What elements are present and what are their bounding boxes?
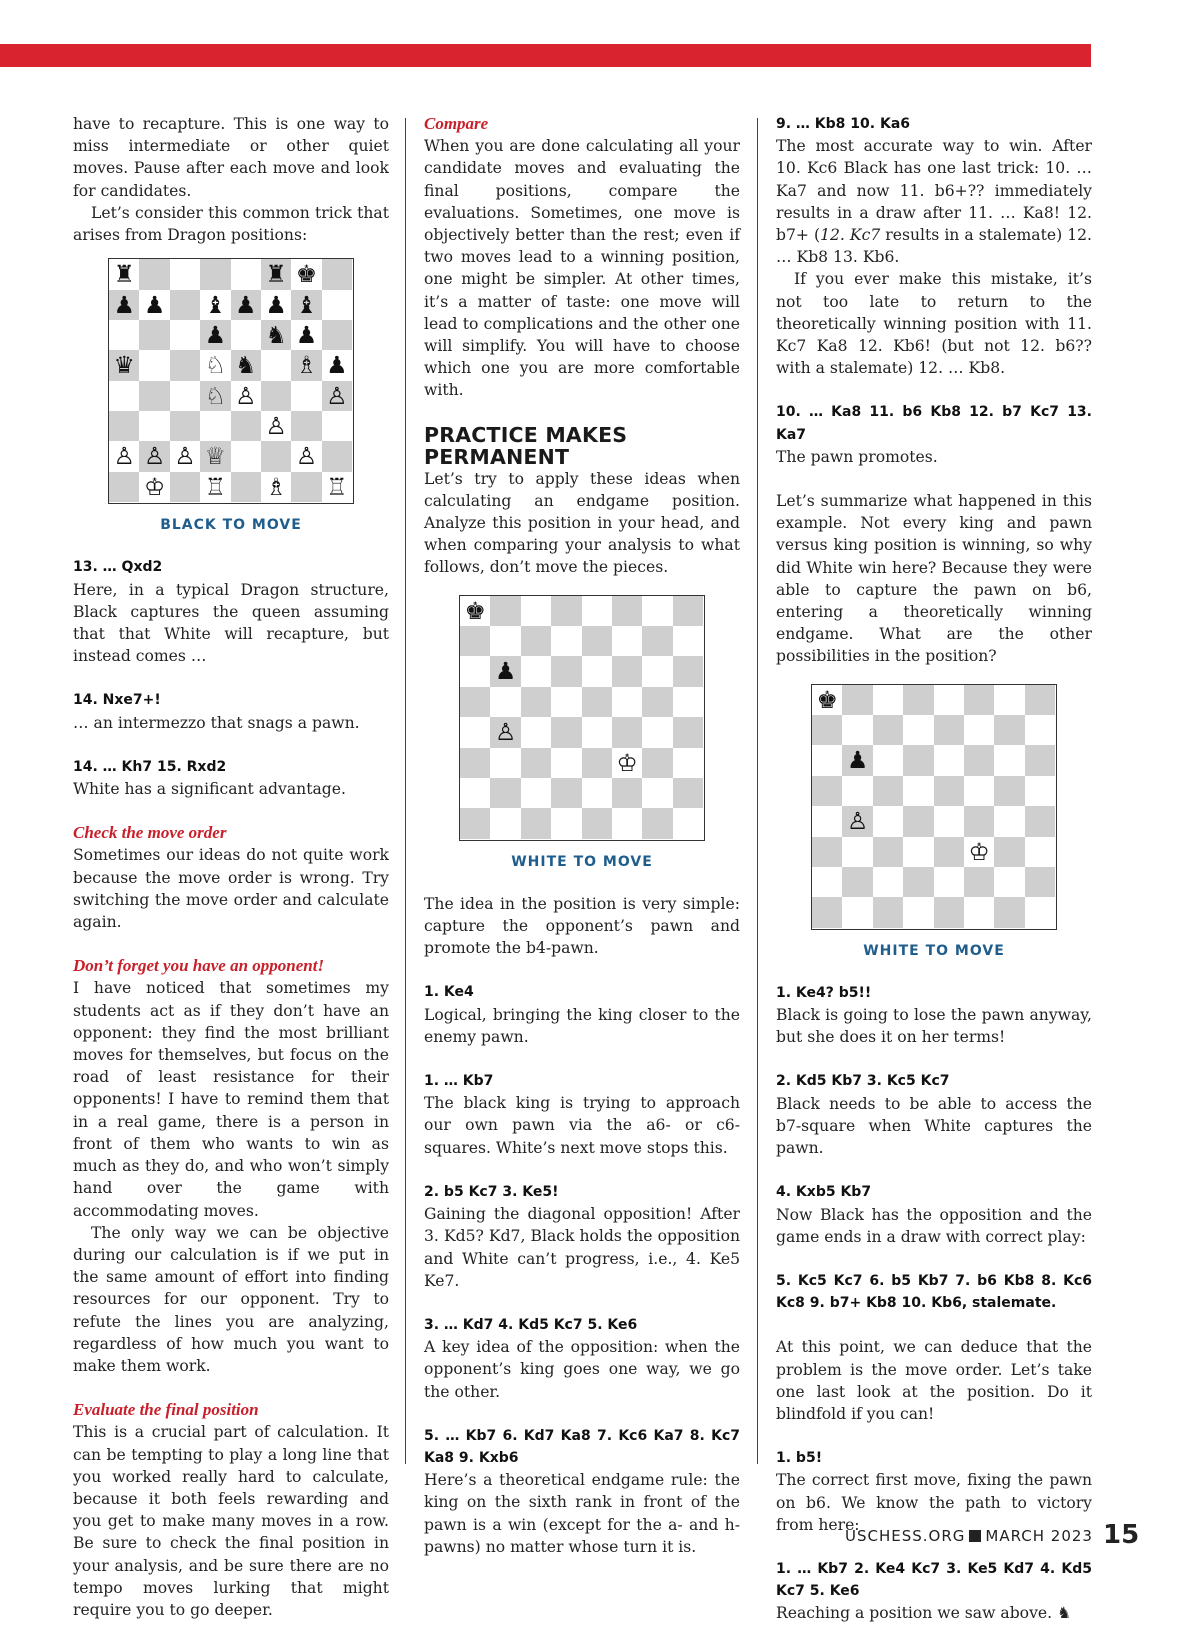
paragraph: This is a crucial part of calculation. It can be tempting to play a long line that you worked really hard to calculate, because it both feels rewarding and you get to make many moves in a row. Be sure to check the final position in your analysis, and be sure there are no tempo moves lurking that might require you to go deeper. <box>73 1423 389 1619</box>
board-square-h8 <box>673 596 703 626</box>
move-notation: 2. Kd5 Kb7 3. Kc5 Kc7 <box>776 1073 950 1090</box>
board-square-f4 <box>612 717 642 747</box>
diagram-caption: WHITE TO MOVE <box>511 853 653 870</box>
board-square-a4 <box>812 806 842 836</box>
board-square-f5 <box>612 687 642 717</box>
chess-piece-g6: ♟ <box>295 320 318 349</box>
board-square-b2 <box>490 778 520 808</box>
board-square-b5 <box>490 687 520 717</box>
paragraph: Now Black has the opposition and the game ends in a draw with correct play: <box>776 1205 1092 1246</box>
board-square-f4 <box>964 806 994 836</box>
paragraph: The black king is trying to approach our own pawn via the a6- or c6-squares. White’s next move stops this. <box>424 1094 740 1157</box>
board-square-d6 <box>903 745 933 775</box>
board-square-h3 <box>322 411 352 441</box>
paragraph: The only way we can be objective during our calculation is if we put in the same amount of effort into finding resources for our opponent. Try to refute the lines you are analyzing, regardless of how much you want to make them work. <box>73 1223 389 1375</box>
board-square-b7 <box>490 626 520 656</box>
board-square-h2 <box>322 441 352 471</box>
chess-diagram-1 <box>108 258 354 536</box>
board-square-c1 <box>170 472 200 502</box>
board-square-d6 <box>551 656 581 686</box>
text-span: Reaching a position we saw above. <box>776 1604 1053 1623</box>
chess-piece-h1: ♖ <box>326 472 348 501</box>
board-square-h1 <box>1025 897 1055 927</box>
chess-piece-b1: ♔ <box>143 472 166 501</box>
move-notation: 1. … Kb7 2. Ke4 Kc7 3. Ke5 Kd7 4. Kd5 Kc7 5. Ke6 <box>776 1560 1092 1600</box>
board-square-h1 <box>673 808 703 838</box>
board-square-g6 <box>642 656 672 686</box>
board-square-c3 <box>521 748 551 778</box>
chess-piece-d1: ♖ <box>204 472 226 501</box>
subheading: Evaluate the final position <box>73 1400 259 1420</box>
section-title <box>424 424 740 468</box>
board-square-c8 <box>873 685 903 715</box>
paragraph: Let’s summarize what happened in this example. Not every king and pawn versus king position is winning, so why did White win here? Because they were able to capture the pawn on b6, entering a theoretically winning endgame. What are the other possibilities in the position? <box>776 492 1092 666</box>
board-square-a1 <box>812 897 842 927</box>
board-square-f7 <box>612 626 642 656</box>
board-square-g1 <box>994 897 1024 927</box>
move-notation: 13. … Qxd2 <box>73 559 163 576</box>
board-square-d3 <box>200 411 230 441</box>
chess-piece-d4: ♘ <box>204 381 226 410</box>
subheading: Check the move order <box>73 823 227 843</box>
board-square-c1 <box>873 897 903 927</box>
board-square-h6 <box>673 656 703 686</box>
board-square-e2 <box>231 441 261 471</box>
board-square-a6 <box>109 320 139 350</box>
board-square-f2 <box>964 867 994 897</box>
paragraph: The correct first move, fixing the pawn on b6. We know the path to victory from here: <box>776 1471 1092 1534</box>
board-square-h2 <box>673 778 703 808</box>
chess-piece-e4: ♙ <box>235 381 257 410</box>
board-square-h5 <box>673 687 703 717</box>
board-square-h8 <box>322 259 352 289</box>
board-square-b6 <box>139 320 169 350</box>
paragraph: If you ever make this mistake, it’s not too late to return to the theoretically winning position with 11. Kc7 Ka8 12. Kb6! (but not 12. b6?? with a stalemate) 12. … Kb8. <box>776 270 1092 378</box>
board-square-g7 <box>994 715 1024 745</box>
square-bullet-icon <box>969 1530 981 1542</box>
header-accent-bar <box>0 44 1091 67</box>
board-square-c7 <box>170 290 200 320</box>
paragraph: Let’s try to apply these ideas when calculating an endgame position. Analyze this position in your head, and when comparing your analysis to what follows, don’t move the pieces. <box>424 469 740 577</box>
board-square-b3 <box>490 748 520 778</box>
board-square-c2 <box>873 867 903 897</box>
board-square-e5 <box>934 776 964 806</box>
board-square-a3 <box>460 748 490 778</box>
board-square-c3 <box>873 837 903 867</box>
section-title-line: PERMANENT <box>424 444 570 469</box>
paragraph: have to recapture. This is one way to miss intermediate or other quiet moves. Pause after each move and look for candidates. <box>73 115 389 200</box>
board-square-g5 <box>642 687 672 717</box>
paragraph: Let’s consider this common trick that arises from Dragon positions: <box>73 203 389 245</box>
move-notation: 1. Ke4? b5!! <box>776 984 872 1001</box>
chess-piece-e5: ♞ <box>235 351 257 380</box>
board-square-d8 <box>551 596 581 626</box>
paragraph: … an intermezzo that snags a pawn. <box>73 713 360 732</box>
board-square-e2 <box>582 778 612 808</box>
board-square-d1 <box>903 897 933 927</box>
board-square-e4 <box>582 717 612 747</box>
board-square-e7 <box>934 715 964 745</box>
board-square-d8 <box>200 259 230 289</box>
diagram-caption: WHITE TO MOVE <box>863 942 1005 959</box>
move-notation: 4. Kxb5 Kb7 <box>776 1184 872 1201</box>
board-square-c2 <box>521 778 551 808</box>
board-square-h7 <box>322 290 352 320</box>
board-square-c4 <box>170 381 200 411</box>
chess-piece-f3: ♙ <box>265 412 287 441</box>
board-square-e1 <box>231 472 261 502</box>
move-notation: 5. … Kb7 6. Kd7 Ka8 7. Kc6 Ka7 8. Kc7 Ka8 9. Kxb6 <box>424 1427 740 1466</box>
board-square-e2 <box>934 867 964 897</box>
move-notation: 5. Kc5 Kc7 6. b5 Kb7 7. b6 Kb8 8. Kc6 Kc8 9. b7+ Kb8 10. Kb6, stalemate. <box>776 1272 1092 1312</box>
chess-piece-e7: ♟ <box>235 290 257 319</box>
board-square-g3 <box>642 748 672 778</box>
board-square-h7 <box>1025 715 1055 745</box>
board-square-e5 <box>582 687 612 717</box>
board-square-c6 <box>170 320 200 350</box>
chess-piece-d5: ♘ <box>204 351 226 380</box>
board-square-d5 <box>903 776 933 806</box>
knight-end-icon: ♞ <box>1057 1604 1072 1623</box>
footer <box>845 1527 1093 1545</box>
board-square-d4 <box>551 717 581 747</box>
board-square-h8 <box>1025 685 1055 715</box>
move-notation: 14. Nxe7+! <box>73 692 161 709</box>
chess-piece-b4: ♙ <box>494 718 517 747</box>
move-notation: 1. Ke4 <box>424 984 474 1001</box>
chess-piece-a2: ♙ <box>113 442 135 471</box>
move-notation: 1. … Kb7 <box>424 1073 494 1090</box>
board-square-h6 <box>322 320 352 350</box>
board-square-c7 <box>521 626 551 656</box>
text-span: results in a stalemate) 12. … Kb8 13. Kb6. <box>776 226 1093 267</box>
text-span: The most accurate way to win. After 10. Kc6 Black has one last trick: 10. … Ka7 and now 11. b6+?? immediately results in a draw after 11. … Ka8! 12. b7+ ( <box>776 137 1092 245</box>
board-square-g7 <box>642 626 672 656</box>
chess-piece-f7: ♟ <box>265 290 287 319</box>
board-square-b8 <box>842 685 872 715</box>
board-square-f2 <box>612 778 642 808</box>
column-2 <box>424 113 740 1558</box>
paragraph: The idea in the position is very simple: capture the opponent’s pawn and promote the b4-pawn. <box>424 894 740 958</box>
board-square-c5 <box>873 776 903 806</box>
board-square-g4 <box>994 806 1024 836</box>
board-square-a2 <box>812 867 842 897</box>
board-square-e8 <box>934 685 964 715</box>
board-square-e1 <box>934 897 964 927</box>
chess-piece-h4: ♙ <box>326 381 348 410</box>
board-square-a5 <box>460 687 490 717</box>
board-square-a3 <box>109 411 139 441</box>
chess-piece-a8: ♚ <box>816 685 838 714</box>
chessboard <box>459 595 705 841</box>
board-square-d3 <box>903 837 933 867</box>
chess-piece-f3: ♔ <box>968 837 990 866</box>
chess-piece-b6: ♟ <box>494 657 517 686</box>
board-square-b4 <box>139 381 169 411</box>
board-square-a1 <box>460 808 490 838</box>
board-square-c5 <box>170 350 200 380</box>
board-square-g2 <box>642 778 672 808</box>
chess-piece-g8: ♚ <box>295 260 318 289</box>
chess-piece-a8: ♜ <box>113 260 135 289</box>
board-square-h6 <box>1025 745 1055 775</box>
board-square-c3 <box>170 411 200 441</box>
chess-piece-d6: ♟ <box>204 320 226 349</box>
board-square-h7 <box>673 626 703 656</box>
board-square-g6 <box>994 745 1024 775</box>
column-divider <box>405 118 406 1464</box>
paragraph: Gaining the diagonal opposition! After 3. Kd5? Kd7, Black holds the opposition and White can’t progress, i.e., 4. Ke5 Ke7. <box>424 1205 740 1290</box>
board-square-a4 <box>460 717 490 747</box>
board-square-g3 <box>291 411 321 441</box>
paragraph: White has a significant advantage. <box>73 780 346 799</box>
chess-piece-g5: ♗ <box>295 351 318 380</box>
board-square-d7 <box>551 626 581 656</box>
board-square-d4 <box>903 806 933 836</box>
board-square-b1 <box>490 808 520 838</box>
column-1 <box>73 113 389 1621</box>
board-square-h2 <box>1025 867 1055 897</box>
section-title-line: PRACTICE MAKES <box>424 422 628 447</box>
chess-piece-b4: ♙ <box>846 807 869 836</box>
move-notation: 10. … Ka8 11. b6 Kb8 12. b7 Kc7 13. Ka7 <box>776 404 1092 443</box>
paragraph: Logical, bringing the king closer to the enemy pawn. <box>424 1005 740 1046</box>
board-square-e6 <box>231 320 261 350</box>
column-divider <box>757 118 758 1464</box>
chess-piece-h5: ♟ <box>326 351 348 380</box>
paragraph <box>776 1602 1092 1624</box>
paragraph <box>776 135 1092 268</box>
paragraph: When you are done calculating all your candidate moves and evaluating the final positions, compare the evaluations. Sometimes, one move is objectively better than the rest; even if two moves lead to a winning position, one might be simpler. At other times, it’s a matter of taste: one move will lead to complications and the other one will simplify. You will have to choose which one you are more comfortable with. <box>424 137 740 400</box>
move-notation: 3. … Kd7 4. Kd5 Kc7 5. Ke6 <box>424 1316 638 1333</box>
board-square-f6 <box>964 745 994 775</box>
board-square-a1 <box>109 472 139 502</box>
board-square-g5 <box>994 776 1024 806</box>
board-square-g4 <box>291 381 321 411</box>
board-square-g8 <box>642 596 672 626</box>
board-square-f6 <box>612 656 642 686</box>
board-square-g1 <box>291 472 321 502</box>
board-square-g8 <box>994 685 1024 715</box>
chess-piece-g2: ♙ <box>295 442 318 471</box>
paragraph: The pawn promotes. <box>776 447 938 466</box>
board-square-a5 <box>812 776 842 806</box>
board-square-d1 <box>551 808 581 838</box>
board-square-e4 <box>934 806 964 836</box>
board-square-d8 <box>903 685 933 715</box>
chess-diagram-2 <box>459 595 705 873</box>
board-square-b2 <box>842 867 872 897</box>
paragraph: A key idea of the opposition: when the opponent’s king goes one way, we go the other. <box>424 1338 740 1401</box>
board-square-c7 <box>873 715 903 745</box>
board-square-f2 <box>261 441 291 471</box>
board-square-c4 <box>873 806 903 836</box>
board-square-a7 <box>812 715 842 745</box>
move-notation: 2. b5 Kc7 3. Ke5! <box>424 1183 559 1200</box>
chess-piece-f6: ♞ <box>265 320 287 349</box>
board-square-d5 <box>551 687 581 717</box>
board-square-f8 <box>964 685 994 715</box>
board-square-b1 <box>842 897 872 927</box>
board-square-f4 <box>261 381 291 411</box>
board-square-a3 <box>812 837 842 867</box>
board-square-d7 <box>903 715 933 745</box>
paragraph: Sometimes our ideas do not quite work because the move order is wrong. Try switching the move order and calculate again. <box>73 846 389 932</box>
board-square-b8 <box>490 596 520 626</box>
board-square-c8 <box>170 259 200 289</box>
board-square-b7 <box>842 715 872 745</box>
board-square-f5 <box>964 776 994 806</box>
subheading: Don’t forget you have an opponent! <box>73 956 325 976</box>
paragraph: Here’s a theoretical endgame rule: the king on the sixth rank in front of the pawn is a win (except for the a- and h- pawns) no matter whose turn it is. <box>424 1471 740 1556</box>
board-square-a6 <box>812 745 842 775</box>
italic-move: 12. Kc7 <box>820 226 881 245</box>
chess-piece-b6: ♟ <box>846 746 869 775</box>
paragraph: At this point, we can deduce that the problem is the move order. Let’s take one last look at the position. Do it blindfold if you can! <box>776 1338 1092 1423</box>
board-square-e7 <box>582 626 612 656</box>
board-square-b5 <box>139 350 169 380</box>
board-square-c4 <box>521 717 551 747</box>
board-square-f5 <box>261 350 291 380</box>
board-square-d3 <box>551 748 581 778</box>
chess-piece-g7: ♝ <box>295 290 318 319</box>
board-square-h5 <box>1025 776 1055 806</box>
board-square-f1 <box>964 897 994 927</box>
board-square-d2 <box>903 867 933 897</box>
move-notation: 14. … Kh7 15. Rxd2 <box>73 758 227 775</box>
board-square-b8 <box>139 259 169 289</box>
board-square-c6 <box>521 656 551 686</box>
chess-piece-b2: ♙ <box>143 442 166 471</box>
page-number: 15 <box>1103 1520 1140 1550</box>
paragraph: I have noticed that sometimes my students act as if they don’t have an opponent: they find the most brilliant moves for themselves, but focus on the road of least resistance for their opponents! I have to remind them that in a real game, there is a person in front of them who wants to win as much as they do, and who won’t simply hand over the game with accommodating moves. <box>73 979 389 1220</box>
chess-piece-b7: ♟ <box>143 290 166 319</box>
chess-piece-d2: ♕ <box>204 442 226 471</box>
board-square-g1 <box>642 808 672 838</box>
board-square-e8 <box>231 259 261 289</box>
board-square-f7 <box>964 715 994 745</box>
subheading: Compare <box>424 114 489 133</box>
board-square-h4 <box>1025 806 1055 836</box>
board-square-f8 <box>612 596 642 626</box>
chess-piece-d7: ♝ <box>204 290 226 319</box>
board-square-h3 <box>1025 837 1055 867</box>
board-square-e3 <box>231 411 261 441</box>
paragraph: Black needs to be able to access the b7-square when White captures the pawn. <box>776 1094 1092 1158</box>
chessboard <box>108 258 354 504</box>
board-square-e3 <box>934 837 964 867</box>
paragraph: Here, in a typical Dragon structure, Black captures the queen assuming that that White will recapture, but instead comes … <box>73 580 389 666</box>
board-square-b5 <box>842 776 872 806</box>
paragraph: Black is going to lose the pawn anyway, but she does it on her terms! <box>776 1006 1092 1047</box>
board-square-f1 <box>612 808 642 838</box>
chess-piece-a5: ♛ <box>113 351 135 380</box>
chessboard <box>811 684 1057 930</box>
board-square-a7 <box>460 626 490 656</box>
board-square-c6 <box>873 745 903 775</box>
board-square-a6 <box>460 656 490 686</box>
board-square-g4 <box>642 717 672 747</box>
chess-piece-c2: ♙ <box>174 442 196 471</box>
chess-piece-f1: ♗ <box>265 472 287 501</box>
board-square-b3 <box>842 837 872 867</box>
board-square-b3 <box>139 411 169 441</box>
board-square-c1 <box>521 808 551 838</box>
board-square-a2 <box>460 778 490 808</box>
chess-diagram-3 <box>811 684 1057 962</box>
board-square-d2 <box>551 778 581 808</box>
move-notation: 1. b5! <box>776 1450 823 1467</box>
footer-issue: MARCH 2023 <box>985 1527 1093 1545</box>
board-square-c5 <box>521 687 551 717</box>
column-3 <box>776 113 1092 1625</box>
chess-piece-f8: ♜ <box>265 260 287 289</box>
board-square-h4 <box>673 717 703 747</box>
footer-site: USCHESS.ORG <box>845 1527 966 1545</box>
board-square-g3 <box>994 837 1024 867</box>
chess-piece-f3: ♔ <box>616 748 638 777</box>
board-square-e3 <box>582 748 612 778</box>
board-square-g2 <box>994 867 1024 897</box>
diagram-caption: BLACK TO MOVE <box>160 517 302 534</box>
chess-piece-a8: ♚ <box>464 596 486 625</box>
board-square-e8 <box>582 596 612 626</box>
board-square-c8 <box>521 596 551 626</box>
chess-piece-a7: ♟ <box>113 290 135 319</box>
board-square-e6 <box>582 656 612 686</box>
board-square-a4 <box>109 381 139 411</box>
board-square-e6 <box>934 745 964 775</box>
board-square-h3 <box>673 748 703 778</box>
move-notation: 9. … Kb8 10. Ka6 <box>776 116 911 132</box>
board-square-e1 <box>582 808 612 838</box>
